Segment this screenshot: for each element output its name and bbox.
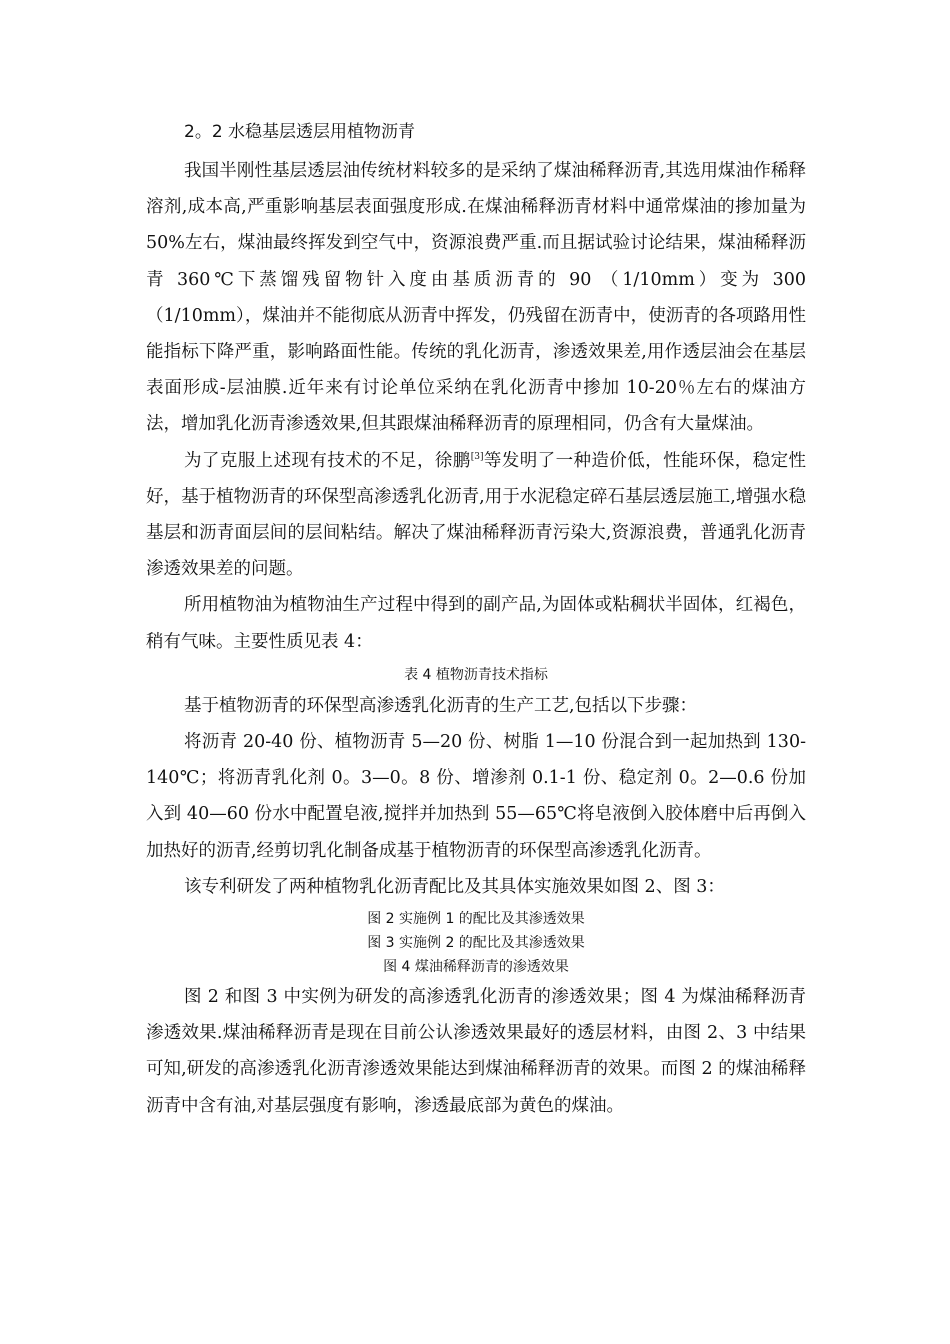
paragraph-text: 等发明了一种造价低，性能环保，稳定性好，基于植物沥青的环保型高渗透乳化沥青,用于水泥稳定碎石基层透层施工,增强水稳基层和沥青面层间的层间粘结。解决了煤油稀释沥青污染大,资源浪费，普通乳化沥青渗透效果差的问题。	[146, 450, 807, 580]
figure-2-caption: 图 2 实施例 1 的配比及其渗透效果	[367, 911, 585, 928]
paragraph-process-intro: 基于植物沥青的环保型高渗透乳化沥青的生产工艺,包括以下步骤：	[184, 695, 698, 716]
paragraph-results-discussion: 图 2 和图 3 中实例为研发的高渗透乳化沥青的渗透效果；图 4 为煤油稀释沥青渗透效果.煤油稀释沥青是现在目前公认渗透效果最好的透层材料，由图 2、3 中结果可知,研发的高渗透乳化沥青渗透效果能达到煤油稀释沥青的效果。而图 2 的煤油稀释沥青中含有油,对基层强度有影响，渗透最底部为黄色的煤油。	[146, 987, 806, 1116]
document-page	[146, 119, 806, 1124]
paragraph-kerosene-background: 我国半刚性基层透层油传统材料较多的是采纳了煤油稀释沥青,其选用煤油作稀释溶剂,成本高,严重影响基层表面强度形成.在煤油稀释沥青材料中通常煤油的掺加量为50%左右，煤油最终挥发到空气中，资源浪费严重.而且据试验讨论结果，煤油稀释沥青 360℃下蒸馏残留物针入度由基质沥青的 90 （1/10mm）变为 300（1/10mm），煤油并不能彻底从沥青中挥发，仍残留在沥青中，使沥青的各项路用性能指标下降严重，影响路面性能。传统的乳化沥青，渗透效果差,用作透层油会在基层表面形成-层油膜.近年来有讨论单位采纳在乳化沥青中掺加 10-20％左右的煤油方法，增加乳化沥青渗透效果,但其跟煤油稀释沥青的原理相同，仍含有大量煤油。	[146, 161, 806, 435]
paragraph-examples-intro: 该专利研发了两种植物乳化沥青配比及其具体实施效果如图 2、图 3：	[184, 876, 725, 897]
figure-4-caption: 图 4 煤油稀释沥青的渗透效果	[383, 959, 569, 976]
figure-3-caption: 图 3 实施例 2 的配比及其渗透效果	[367, 935, 585, 952]
paragraph-invention-summary	[146, 443, 806, 588]
paragraph-text: 为了克服上述现有技术的不足，徐鹏	[184, 450, 471, 471]
paragraph-process-steps: 将沥青 20-40 份、植物沥青 5—20 份、树脂 1—10 份混合到一起加热到 130-140℃；将沥青乳化剂 0。3—0。8 份、增渗剂 0.1-1 份、稳定剂 0。2—0.6 份加入到 40—60 份水中配置皂液,搅拌并加热到 55—65℃将皂液倒入胶体磨中后再倒入加热好的沥青,经剪切乳化制备成基于植物沥青的环保型高渗透乳化沥青。	[146, 732, 806, 861]
section-heading: 2。2 水稳基层透层用植物沥青	[184, 122, 416, 142]
citation-reference: [3]	[470, 451, 484, 462]
table-4-caption: 表 4 植物沥青技术指标	[404, 666, 548, 683]
paragraph-vegetable-oil-properties: 所用植物油为植物油生产过程中得到的副产品,为固体或粘稠状半固体，红褐色，稍有气味。主要性质见表 4：	[146, 595, 806, 652]
